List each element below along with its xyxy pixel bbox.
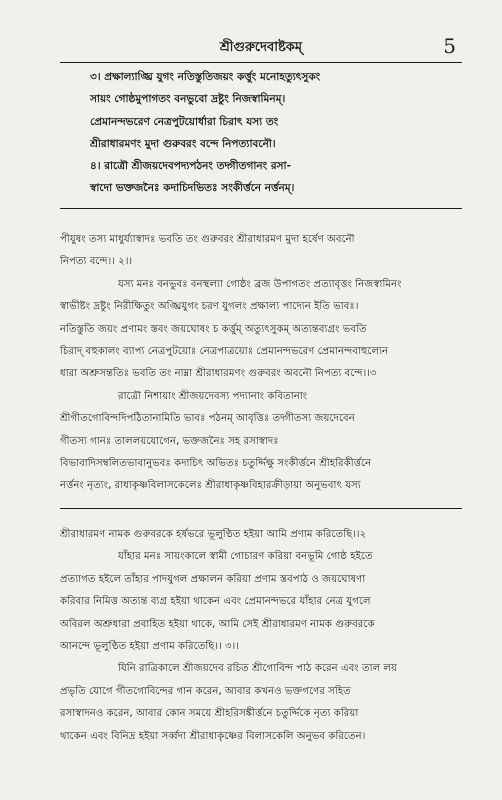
- commentary-line: নিপত্য বন্দে।। ২।।: [60, 256, 133, 268]
- commentary-line: ধারা অশ্রুসন্ততিঃ ভবতি তং নাম্না শ্রীরাধারমণং গুরুবরং অবনৌ নিপত্য বন্দে।।৩: [60, 368, 377, 380]
- translation-line: প্রভৃতি যোগে গীতগোবিন্দের গান করেন, আবার কখনও ভক্তগণের সহিত: [60, 685, 351, 697]
- verse-line: ৪। রাত্রৌ শ্রীজয়দেবপদ্যপঠনং তদ্গীতগানং রসা-: [90, 160, 291, 173]
- verse-line: স্বাদো ভক্তজনৈঃ কদাচিদভিতঃ সংকীর্ত্তনে নর্ত্তনম্।: [90, 182, 295, 195]
- translation-line: রসাস্বাদনও করেন, আবার কোন সময়ে শ্রীহরিসঙ্কীর্ত্তনে চতুর্দ্দিকে নৃত্য করিয়া: [60, 708, 359, 720]
- page-number: 5: [443, 34, 456, 58]
- translation-line: থাকেন এবং বিনিদ্র হইয়া সর্ব্বদা শ্রীরাধাকৃষ্ণের বিলাসকেলি অনুভব করিতেন।: [60, 730, 366, 742]
- commentary-line: শ্রীগীতগোবিন্দদিপঠিতানামিতি ভাবঃ পঠনম্ আবৃত্তিঃ তদ্গীতস্য জয়দেবেন: [60, 413, 355, 425]
- translation-line: আনন্দে ভূলুণ্ঠিত হইয়া প্রণাম করিতেছি।। ৩।।: [60, 641, 239, 653]
- commentary-line: নর্ত্তনং নৃত্যং, রাধাকৃষ্ণবিলাসকেলেঃ শ্রীরাধাকৃষ্ণবিহারক্রীড়ায়া অনুভবাৎ যস্য: [60, 480, 361, 492]
- commentary-line: স্বাভীষ্টং দ্রষ্টুং নিরীক্ষিতুং অঙ্ঘ্রিযুগং চরণ যুগলং প্রক্ষাল্য পাদ্যেন ইতি ভাবঃ।: [60, 301, 359, 313]
- translation-line: করিবার নিমিত্ত অত্যন্ত ব্যগ্র হইয়া থাকেন এবং প্রেমানন্দভরে যাঁহার নেত্র যুগলে: [60, 596, 371, 608]
- commentary-line: চিরাদ্ বহুকালং ব্যাপ্য নেত্রপুটয়োঃ নেত্রপাত্রয়োঃ প্রেমানন্দভরেণ প্রেমানন্দবাহুল্যেন: [60, 346, 389, 358]
- commentary-line: যস্য মনঃ বনভুবঃ বনস্থল্যা গোষ্ঠং ব্রজ উপাগতং প্রত্যাবৃত্তং নিজস্বামিনং: [118, 278, 402, 290]
- commentary-line: রাত্রৌ নিশায়াং শ্রীজয়দেবস্য পদ্যানাং কবিতানাং: [118, 390, 308, 402]
- verse-line: প্রেমানন্দভরেণ নেত্রপুটয়োর্ধারা চিরাৎ যস্য তং: [90, 115, 279, 128]
- commentary-line: পীযুষং তস্য মাধুর্য্যাস্বাদঃ ভবতি তং গুরুবরং শ্রীরাধারমণ মুদা হর্ষেণ অবনৌ: [60, 234, 355, 245]
- verse-block: [90, 66, 458, 200]
- translation-line: অবিরল অশ্রুধারা প্রবাহিত হইয়া থাকে, আমি সেই শ্রীরাধারমণ নামক গুরুবরকে: [60, 618, 375, 630]
- commentary-block: [60, 229, 462, 498]
- verse-line: ৩। প্রক্ষাল্যাঙ্ঘ্রি যুগং নতিস্তুতিজয়ং কর্ত্তুং মনোহত্যুৎসুকং: [90, 71, 321, 83]
- commentary-line: গীতস্য গানঃ তাললয়যোগেন, ভক্তজনৈঃ সহ রসাস্বাদঃ: [60, 435, 279, 447]
- translation-line: প্রত্যাগত হইলে তাঁহার পাদযুগল প্রক্ষালন করিয়া প্রণাম স্তবপাঠ ও জয়ঘোষণা: [60, 573, 366, 585]
- verse-line: শ্রীরাধারমণং মুদা গুরুবরং বন্দে নিপত্যাবনৌ।: [90, 137, 276, 150]
- translation-line: যিনি রাত্রিকালে শ্রীজয়দেব রচিত শ্রীগোবিন্দ পাঠ করেন এবং তাল লয়: [118, 663, 398, 675]
- commentary-rule: [60, 508, 462, 509]
- verse-rule: [60, 208, 462, 209]
- commentary-line: বিভাবাদিসম্বলিতভাবানুভবঃ কদাচিৎ অভিতঃ চতুর্দ্দিক্ষু সংকীর্ত্তনে শ্রীহরিকীর্ত্তনে: [60, 458, 372, 470]
- page-header: [60, 34, 462, 60]
- commentary-line: নতিস্তুতি জয়ং প্রণামং স্তবং জয়ঘোষং চ কর্ত্তুম্ অত্যুৎসুকম্ অত্যন্তব্যগ্রং ভবতি: [60, 323, 367, 335]
- page-title: শ্রীগুরুদেবাষ্টকম্: [219, 40, 303, 55]
- translation-line: যাঁহার মনঃ সায়ংকালে স্বামী গোচারণ করিয়া বনভূমি গোষ্ঠ হইতে: [118, 551, 373, 563]
- header-rule: [60, 62, 462, 63]
- verse-line: সায়ং গোষ্ঠমুপাগতং বনভুবো দ্রষ্টুং নিজস্বামিনম্।: [90, 93, 286, 106]
- translation-block: [60, 524, 462, 748]
- translation-line: শ্রীরাধারমণ নামক গুরুবরকে হর্ষভরে ভূলুণ্ঠিত হইয়া আমি প্রণাম করিতেছি।।২: [60, 529, 367, 540]
